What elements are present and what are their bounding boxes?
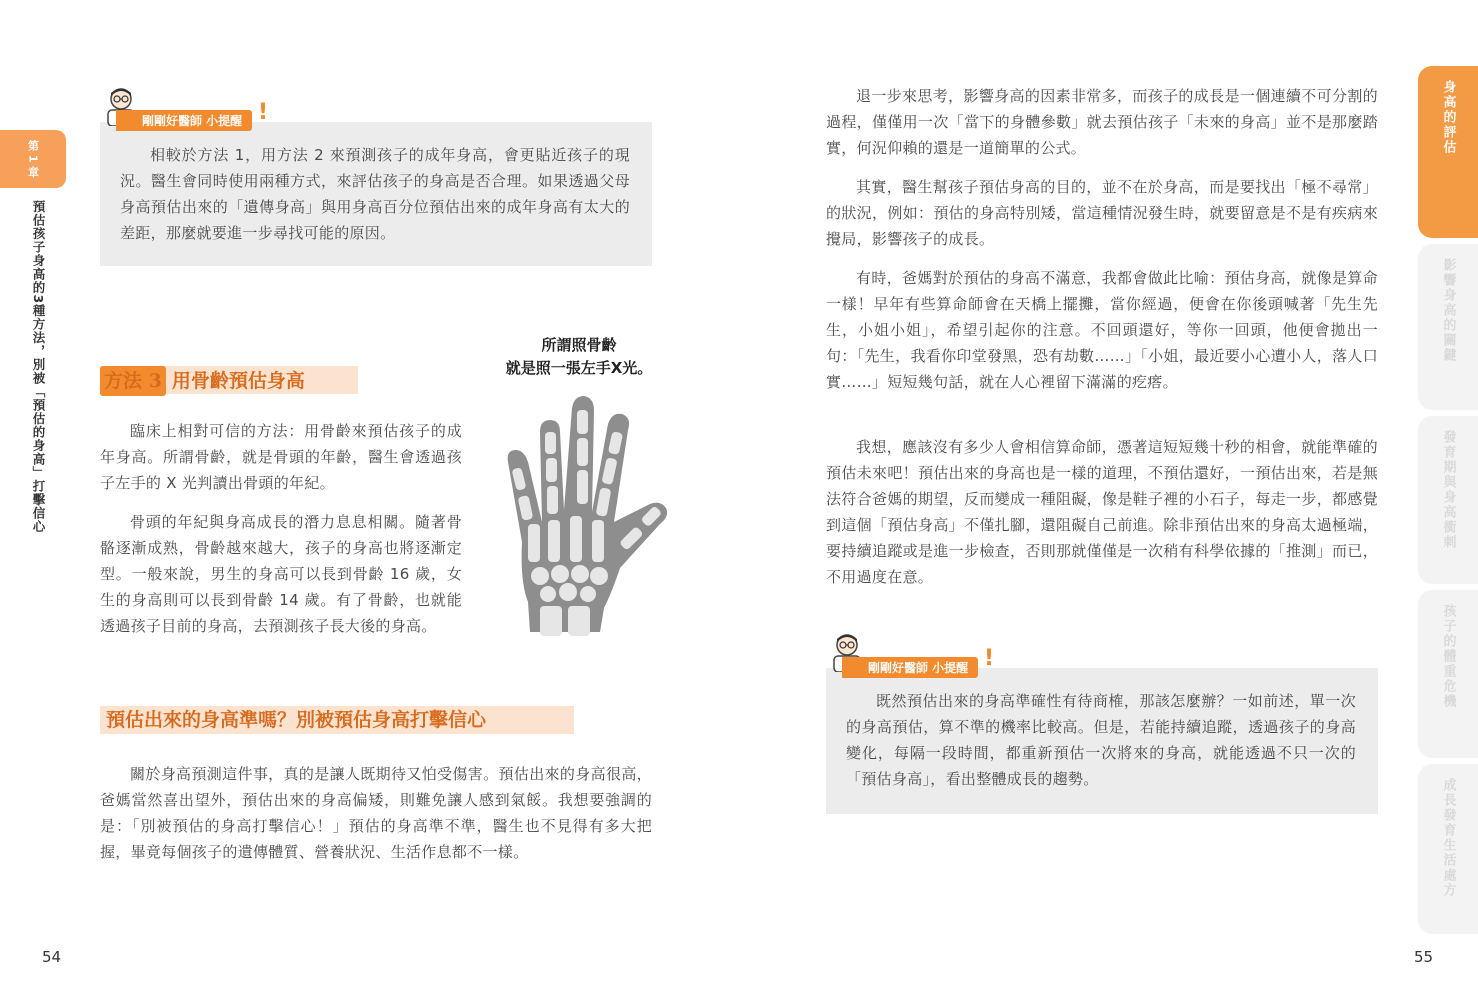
hand-xray-illustration — [500, 392, 672, 638]
exclamation-icon: ! — [984, 646, 995, 671]
tip-label-2: 剛剛好醫師 小提醒 — [842, 657, 978, 678]
xray-caption-line2: 就是照一張左手X光。 — [505, 359, 653, 377]
tip-text-1: 相較於方法 1，用方法 2 來預測孩子的成年身高，會更貼近孩子的現況。醫生會同時使用兩種方式，來評估孩子的身高是否合理。如果透過父母身高預估出來的「遺傳身高」與用身高百分位預估出來的成年身高有太大的差距，那麼就要進一步尋找可能的原因。 — [120, 146, 630, 242]
exclamation-icon: ! — [258, 100, 269, 125]
side-tab-puberty-growth[interactable]: 發育期與身高衝刺 — [1418, 416, 1478, 584]
chapter-running-title: 預估孩子身高的3種方法，別被「預估的身高」打擊信心 — [31, 200, 46, 534]
side-tab-lifestyle-prescription[interactable]: 成長發育生活處方 — [1418, 764, 1478, 934]
xray-caption — [486, 334, 672, 380]
page-number-right: 55 — [1414, 948, 1434, 966]
method3-paragraph-2: 骨頭的年紀與身高成長的潛力息息相關。隨著骨骼逐漸成熟，骨齡越來越大，孩子的身高也將逐漸定型。一般來說，男生的身高可以長到骨齡 16 歲，女生的身高則可以長到骨齡 14 歲。有了骨齡，也就能透過孩子目前的身高，去預測孩子長大後的身高。 — [100, 513, 462, 635]
method3-title: 用骨齡預估身高 — [171, 370, 305, 392]
method3-paragraph-1: 臨床上相對可信的方法：用骨齡來預估孩子的成年身高。所謂骨齡，就是骨頭的年齡，醫生會透過孩子左手的 X 光判讀出骨頭的年紀。 — [100, 422, 462, 492]
right-paragraph-2: 其實，醫生幫孩子預估身高的目的，並不在於身高，而是要找出「極不尋常」的狀況，例如：預估的身高特別矮，當這種情況發生時，就要留意是不是有疾病來攪局，影響孩子的成長。 — [826, 178, 1378, 248]
right-paragraph-3: 有時，爸媽對於預估的身高不滿意，我都會做此比喻：預估身高，就像是算命一樣！早年有些算命師會在天橋上擺攤，當你經過，便會在你後頭喊著「先生先生，小姐小姐」，希望引起你的注意。不回頭還好，等你一回頭，他便會拋出一句：「先生，我看你印堂發黑，恐有劫數……」「小姐，最近要小心遭小人，落人口實……」短短幾句話，就在人心裡留下滿滿的疙瘩。 — [826, 269, 1378, 391]
tip-text-2: 既然預估出來的身高準確性有待商榷，那該怎麼辦？一如前述，單一次的身高預估，算不準的機率比較高。但是，若能持續追蹤，透過孩子的身高變化，每隔一段時間，都重新預估一次將來的身高，就能透過不只一次的「預估身高」，看出整體成長的趨勢。 — [846, 692, 1356, 788]
right-paragraph-4: 我想，應該沒有多少人會相信算命師，憑著這短短幾十秒的相會，就能準確的預估未來吧！預估出來的身高也是一樣的道理，不預估還好，一預估出來，若是無法符合爸媽的期望，反而變成一種阻礙，像是鞋子裡的小石子，每走一步，都感覺到這個「預估身高」不僅扎腳，還阻礙自己前進。除非預估出來的身高太過極端，要持續追蹤或是進一步檢查，否則那就僅僅是一次稍有科學依據的「推測」而已，不用過度在意。 — [826, 438, 1378, 586]
right-paragraph-1: 退一步來思考，影響身高的因素非常多，而孩子的成長是一個連續不可分割的過程，僅僅用一次「當下的身體參數」就去預估孩子「未來的身高」並不是那麼踏實，何況仰賴的還是一道簡單的公式。 — [826, 87, 1378, 157]
side-tab-height-assessment[interactable]: 身高的評估 — [1418, 66, 1478, 238]
section2-paragraph: 關於身高預測這件事，真的是讓人既期待又怕受傷害。預估出來的身高很高，爸媽當然喜出望外，預估出來的身高偏矮，則難免讓人感到氣餒。我想要強調的是：「別被預估的身高打擊信心！」預估的身高準不準，醫生也不見得有多大把握，畢竟每個孩子的遺傳體質、營養狀況、生活作息都不一樣。 — [100, 765, 652, 861]
page-number-left: 54 — [42, 948, 62, 966]
method3-badge: 方法 3 — [100, 366, 166, 396]
section2-heading — [100, 706, 574, 734]
tip-label-1: 剛剛好醫師 小提醒 — [116, 110, 252, 131]
method3-heading — [100, 366, 358, 394]
xray-caption-line1: 所謂照骨齡 — [541, 336, 617, 354]
side-tab-weight-crisis[interactable]: 孩子的體重危機 — [1418, 590, 1478, 758]
chapter-tab: 第 1 章 — [0, 130, 66, 188]
side-tab-height-factors[interactable]: 影響身高的關鍵 — [1418, 244, 1478, 410]
section2-title: 預估出來的身高準嗎？別被預估身高打擊信心 — [106, 709, 487, 731]
